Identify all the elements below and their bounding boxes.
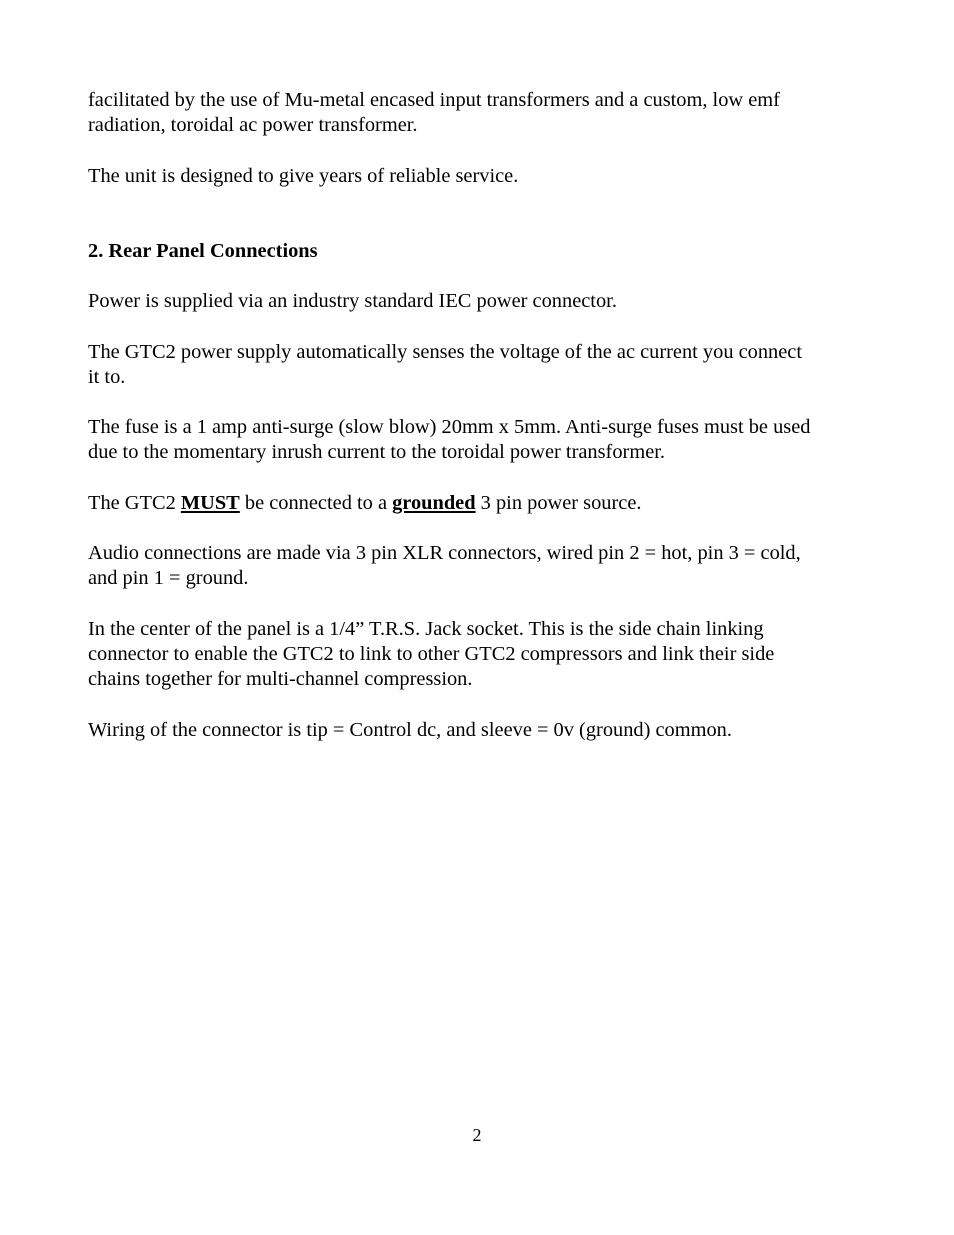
page-body — [88, 88, 878, 768]
power-connector-paragraph: Power is supplied via an industry standard IEC power connector. — [88, 290, 617, 313]
intro-paragraph-2: The unit is designed to give years of reliable service. — [88, 164, 519, 187]
section-heading: 2. Rear Panel Connections — [88, 239, 318, 262]
grounding-text-1: The GTC2 — [88, 491, 181, 514]
grounding-paragraph — [88, 491, 878, 516]
must-emphasis: MUST — [180, 491, 240, 514]
wiring-paragraph: Wiring of the connector is tip = Control dc, and sleeve = 0v (ground) common. — [88, 718, 732, 741]
audio-connections-paragraph: Audio connections are made via 3 pin XLR connectors, wired pin 2 = hot, pin 3 = cold, and pin 1 = ground. — [88, 542, 801, 590]
page-number: 2 — [472, 1125, 482, 1145]
side-chain-paragraph: In the center of the panel is a 1/4” T.R.S. Jack socket. This is the side chain linking connector to enable the GTC2 to link to other GTC2 compressors and link their side chains together for multi-channel compression. — [88, 617, 775, 691]
voltage-sensing-paragraph: The GTC2 power supply automatically senses the voltage of the ac current you connect it to. — [88, 340, 803, 388]
fuse-paragraph: The fuse is a 1 amp anti-surge (slow blow) 20mm x 5mm. Anti-surge fuses must be used due to the momentary inrush current to the toroidal power transformer. — [88, 416, 811, 464]
intro-paragraph-1: facilitated by the use of Mu-metal encased input transformers and a custom, low emf radiation, toroidal ac power transformer. — [88, 89, 780, 137]
grounding-text-2: be connected to a — [239, 491, 393, 514]
grounding-text-3: 3 pin power source. — [475, 491, 642, 514]
grounded-emphasis: grounded — [392, 491, 476, 514]
